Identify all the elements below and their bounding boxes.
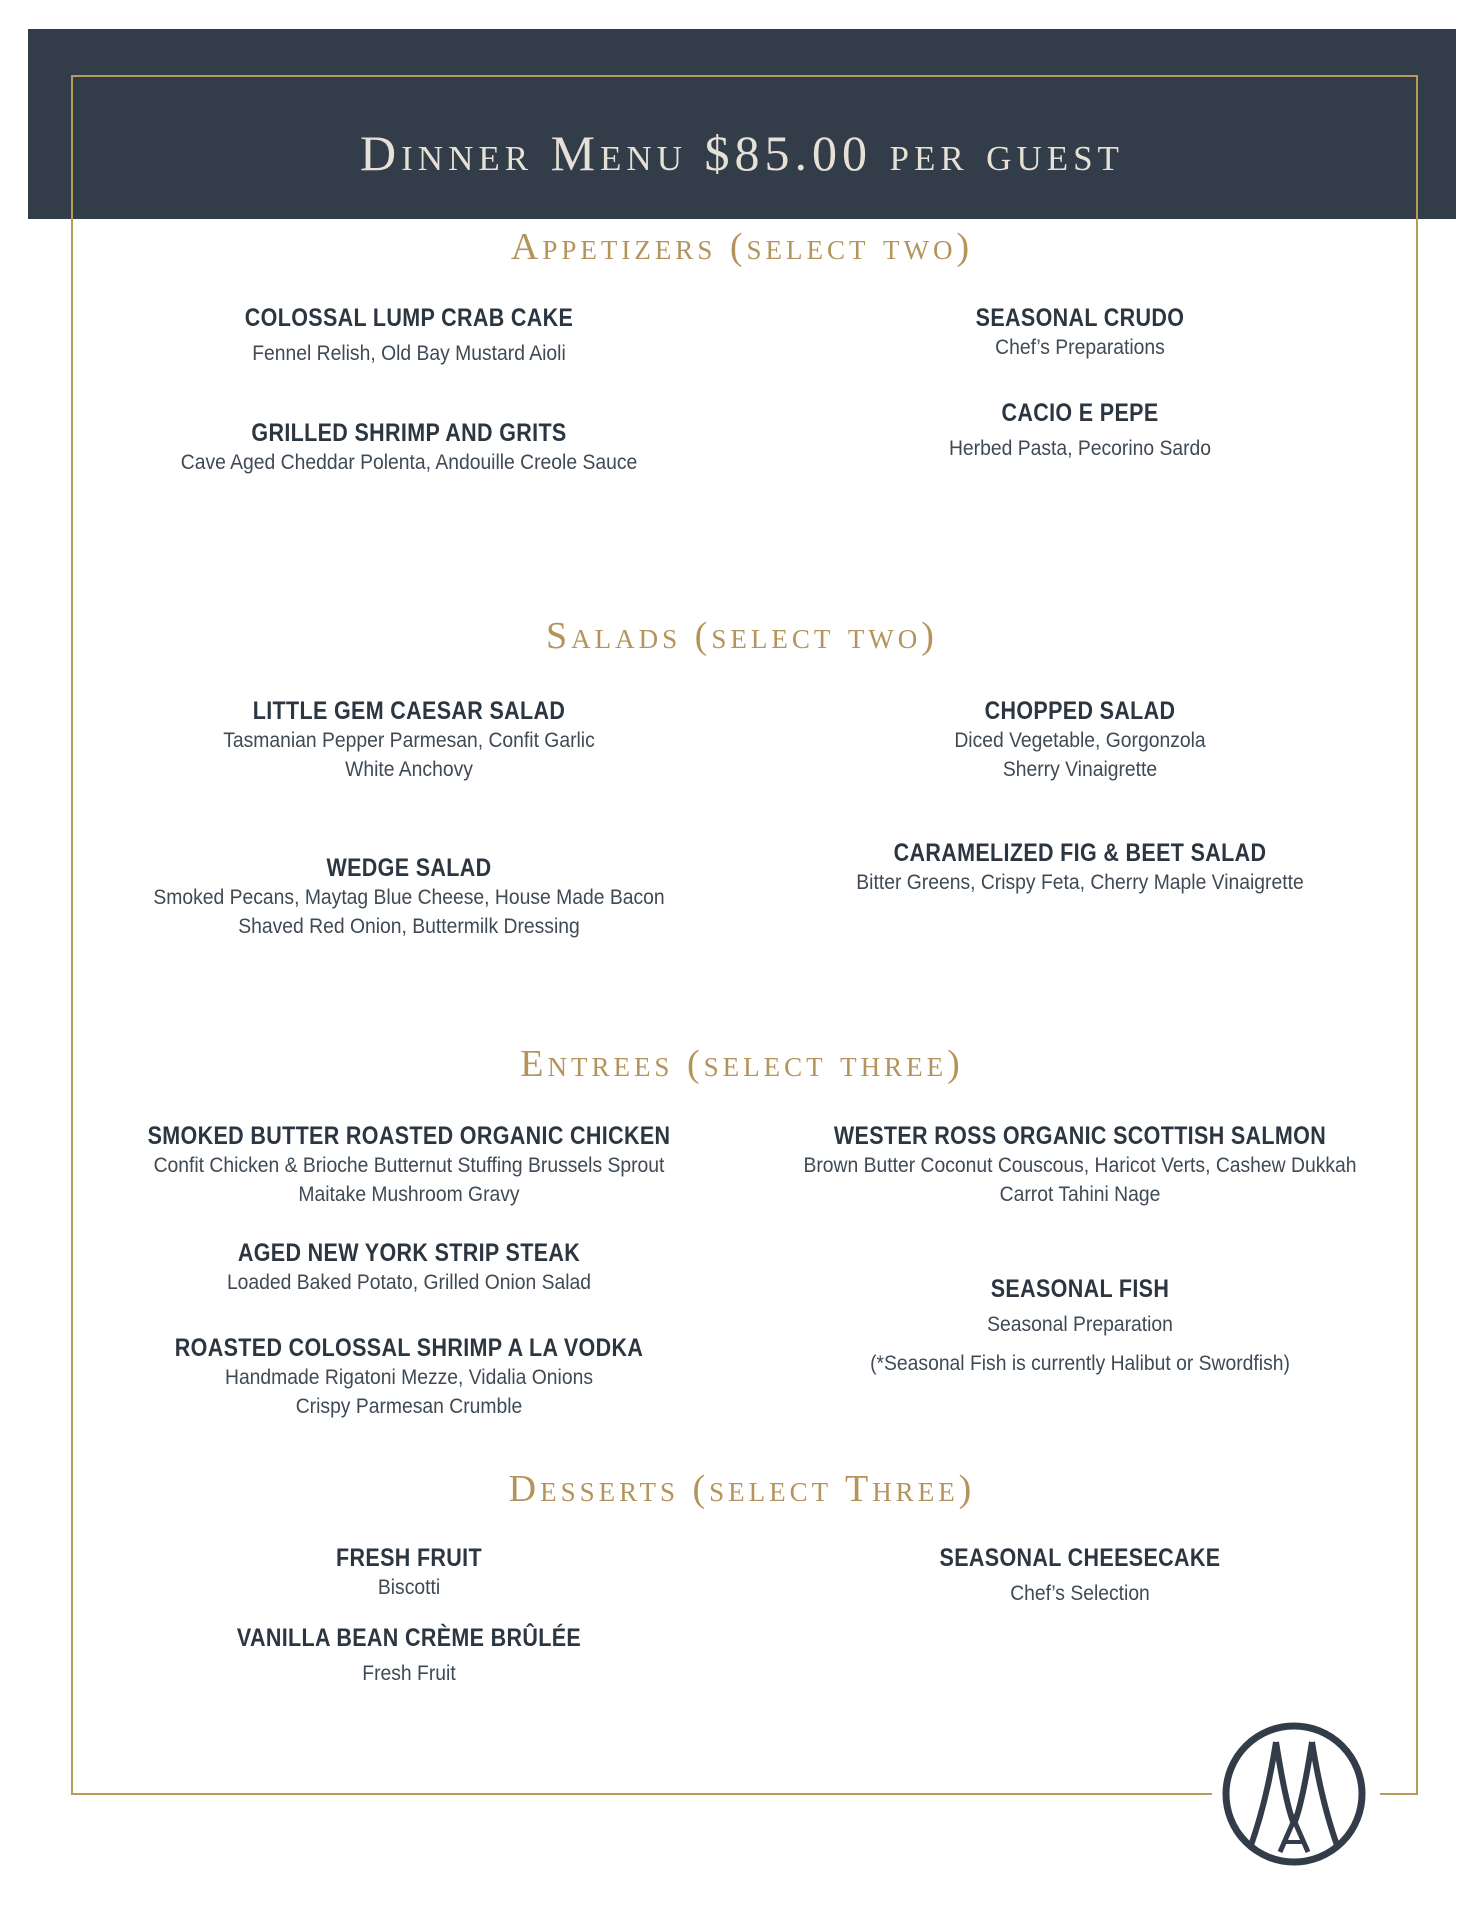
section-title-appetizers: Appetizers (select two)	[510, 226, 974, 268]
item-description: Shaved Red Onion, Buttermilk Dressing	[238, 915, 580, 938]
item-name: WESTER ROSS ORGANIC SCOTTISH SALMON	[833, 1122, 1327, 1150]
item-description: Fennel Relish, Old Bay Mustard Aioli	[252, 342, 566, 365]
menu-item	[89, 853, 729, 941]
item-name: AGED NEW YORK STRIP STEAK	[237, 1239, 581, 1267]
item-name: SEASONAL CRUDO	[975, 304, 1185, 332]
item-description: Maitake Mushroom Gravy	[298, 1183, 520, 1206]
menu-item	[89, 1623, 729, 1688]
menu-item	[760, 398, 1400, 463]
item-description: Carrot Tahini Nage	[999, 1183, 1161, 1206]
item-description: Diced Vegetable, Gorgonzola	[954, 729, 1206, 752]
item-description: Crispy Parmesan Crumble	[295, 1395, 523, 1418]
item-description: Tasmanian Pepper Parmesan, Confit Garlic	[223, 729, 595, 752]
item-description: Biscotti	[377, 1576, 441, 1599]
item-name: CACIO E PEPE	[1001, 399, 1159, 427]
menu-item	[760, 1543, 1400, 1608]
menu-item	[89, 1238, 729, 1297]
item-name: FRESH FRUIT	[336, 1544, 482, 1572]
item-description: Herbed Pasta, Pecorino Sardo	[948, 437, 1212, 460]
menu-item	[760, 1274, 1400, 1378]
item-description: Chef’s Selection	[1010, 1582, 1150, 1605]
menu-item	[89, 1121, 729, 1209]
item-name: ROASTED COLOSSAL SHRIMP A LA VODKA	[174, 1334, 644, 1362]
item-description: Chef’s Preparations	[995, 336, 1165, 359]
item-description: Bitter Greens, Crispy Feta, Cherry Maple Vinaigrette	[856, 871, 1304, 894]
item-name: VANILLA BEAN CRÈME BRÛLÉE	[236, 1624, 582, 1652]
item-name: WEDGE SALAD	[326, 854, 492, 882]
item-description: Cave Aged Cheddar Polenta, Andouille Creole Sauce	[180, 451, 638, 474]
item-description: Brown Butter Coconut Couscous, Haricot Verts, Cashew Dukkah	[803, 1154, 1357, 1177]
item-name: SEASONAL FISH	[990, 1275, 1170, 1303]
item-name: SMOKED BUTTER ROASTED ORGANIC CHICKEN	[147, 1122, 671, 1150]
menu-item	[760, 303, 1400, 362]
item-name: LITTLE GEM CAESAR SALAD	[252, 697, 566, 725]
item-name: COLOSSAL LUMP CRAB CAKE	[244, 304, 574, 332]
item-description: Loaded Baked Potato, Grilled Onion Salad	[226, 1271, 592, 1294]
item-description: Smoked Pecans, Maytag Blue Cheese, House Made Bacon	[153, 886, 665, 909]
section-title-entrees: Entrees (select three)	[520, 1043, 964, 1085]
menu-title: Dinner Menu $85.00 per guest	[360, 125, 1124, 181]
menu-item	[89, 1333, 729, 1421]
item-description: Sherry Vinaigrette	[1002, 758, 1158, 781]
item-name: GRILLED SHRIMP AND GRITS	[251, 419, 567, 447]
item-name: CARAMELIZED FIG & BEET SALAD	[893, 839, 1267, 867]
item-description: (*Seasonal Fish is currently Halibut or Swordfish)	[870, 1352, 1290, 1375]
menu-item	[89, 696, 729, 784]
item-description: Fresh Fruit	[362, 1662, 456, 1685]
menu-item	[760, 838, 1400, 897]
menu-item	[760, 1121, 1400, 1209]
menu-item	[89, 1543, 729, 1602]
section-title-desserts: Desserts (select Three)	[508, 1468, 976, 1510]
item-name: CHOPPED SALAD	[984, 697, 1176, 725]
menu-item	[89, 303, 729, 368]
restaurant-monogram-icon	[1220, 1720, 1368, 1868]
item-description: Confit Chicken & Brioche Butternut Stuffing Brussels Sprout	[153, 1154, 665, 1177]
item-description: Seasonal Preparation	[987, 1313, 1173, 1336]
menu-item	[89, 418, 729, 477]
item-description: White Anchovy	[345, 758, 473, 781]
item-name: SEASONAL CHEESECAKE	[939, 1544, 1221, 1572]
menu-item	[760, 696, 1400, 784]
item-description: Handmade Rigatoni Mezze, Vidalia Onions	[224, 1366, 593, 1389]
section-title-salads: Salads (select two)	[546, 615, 938, 657]
